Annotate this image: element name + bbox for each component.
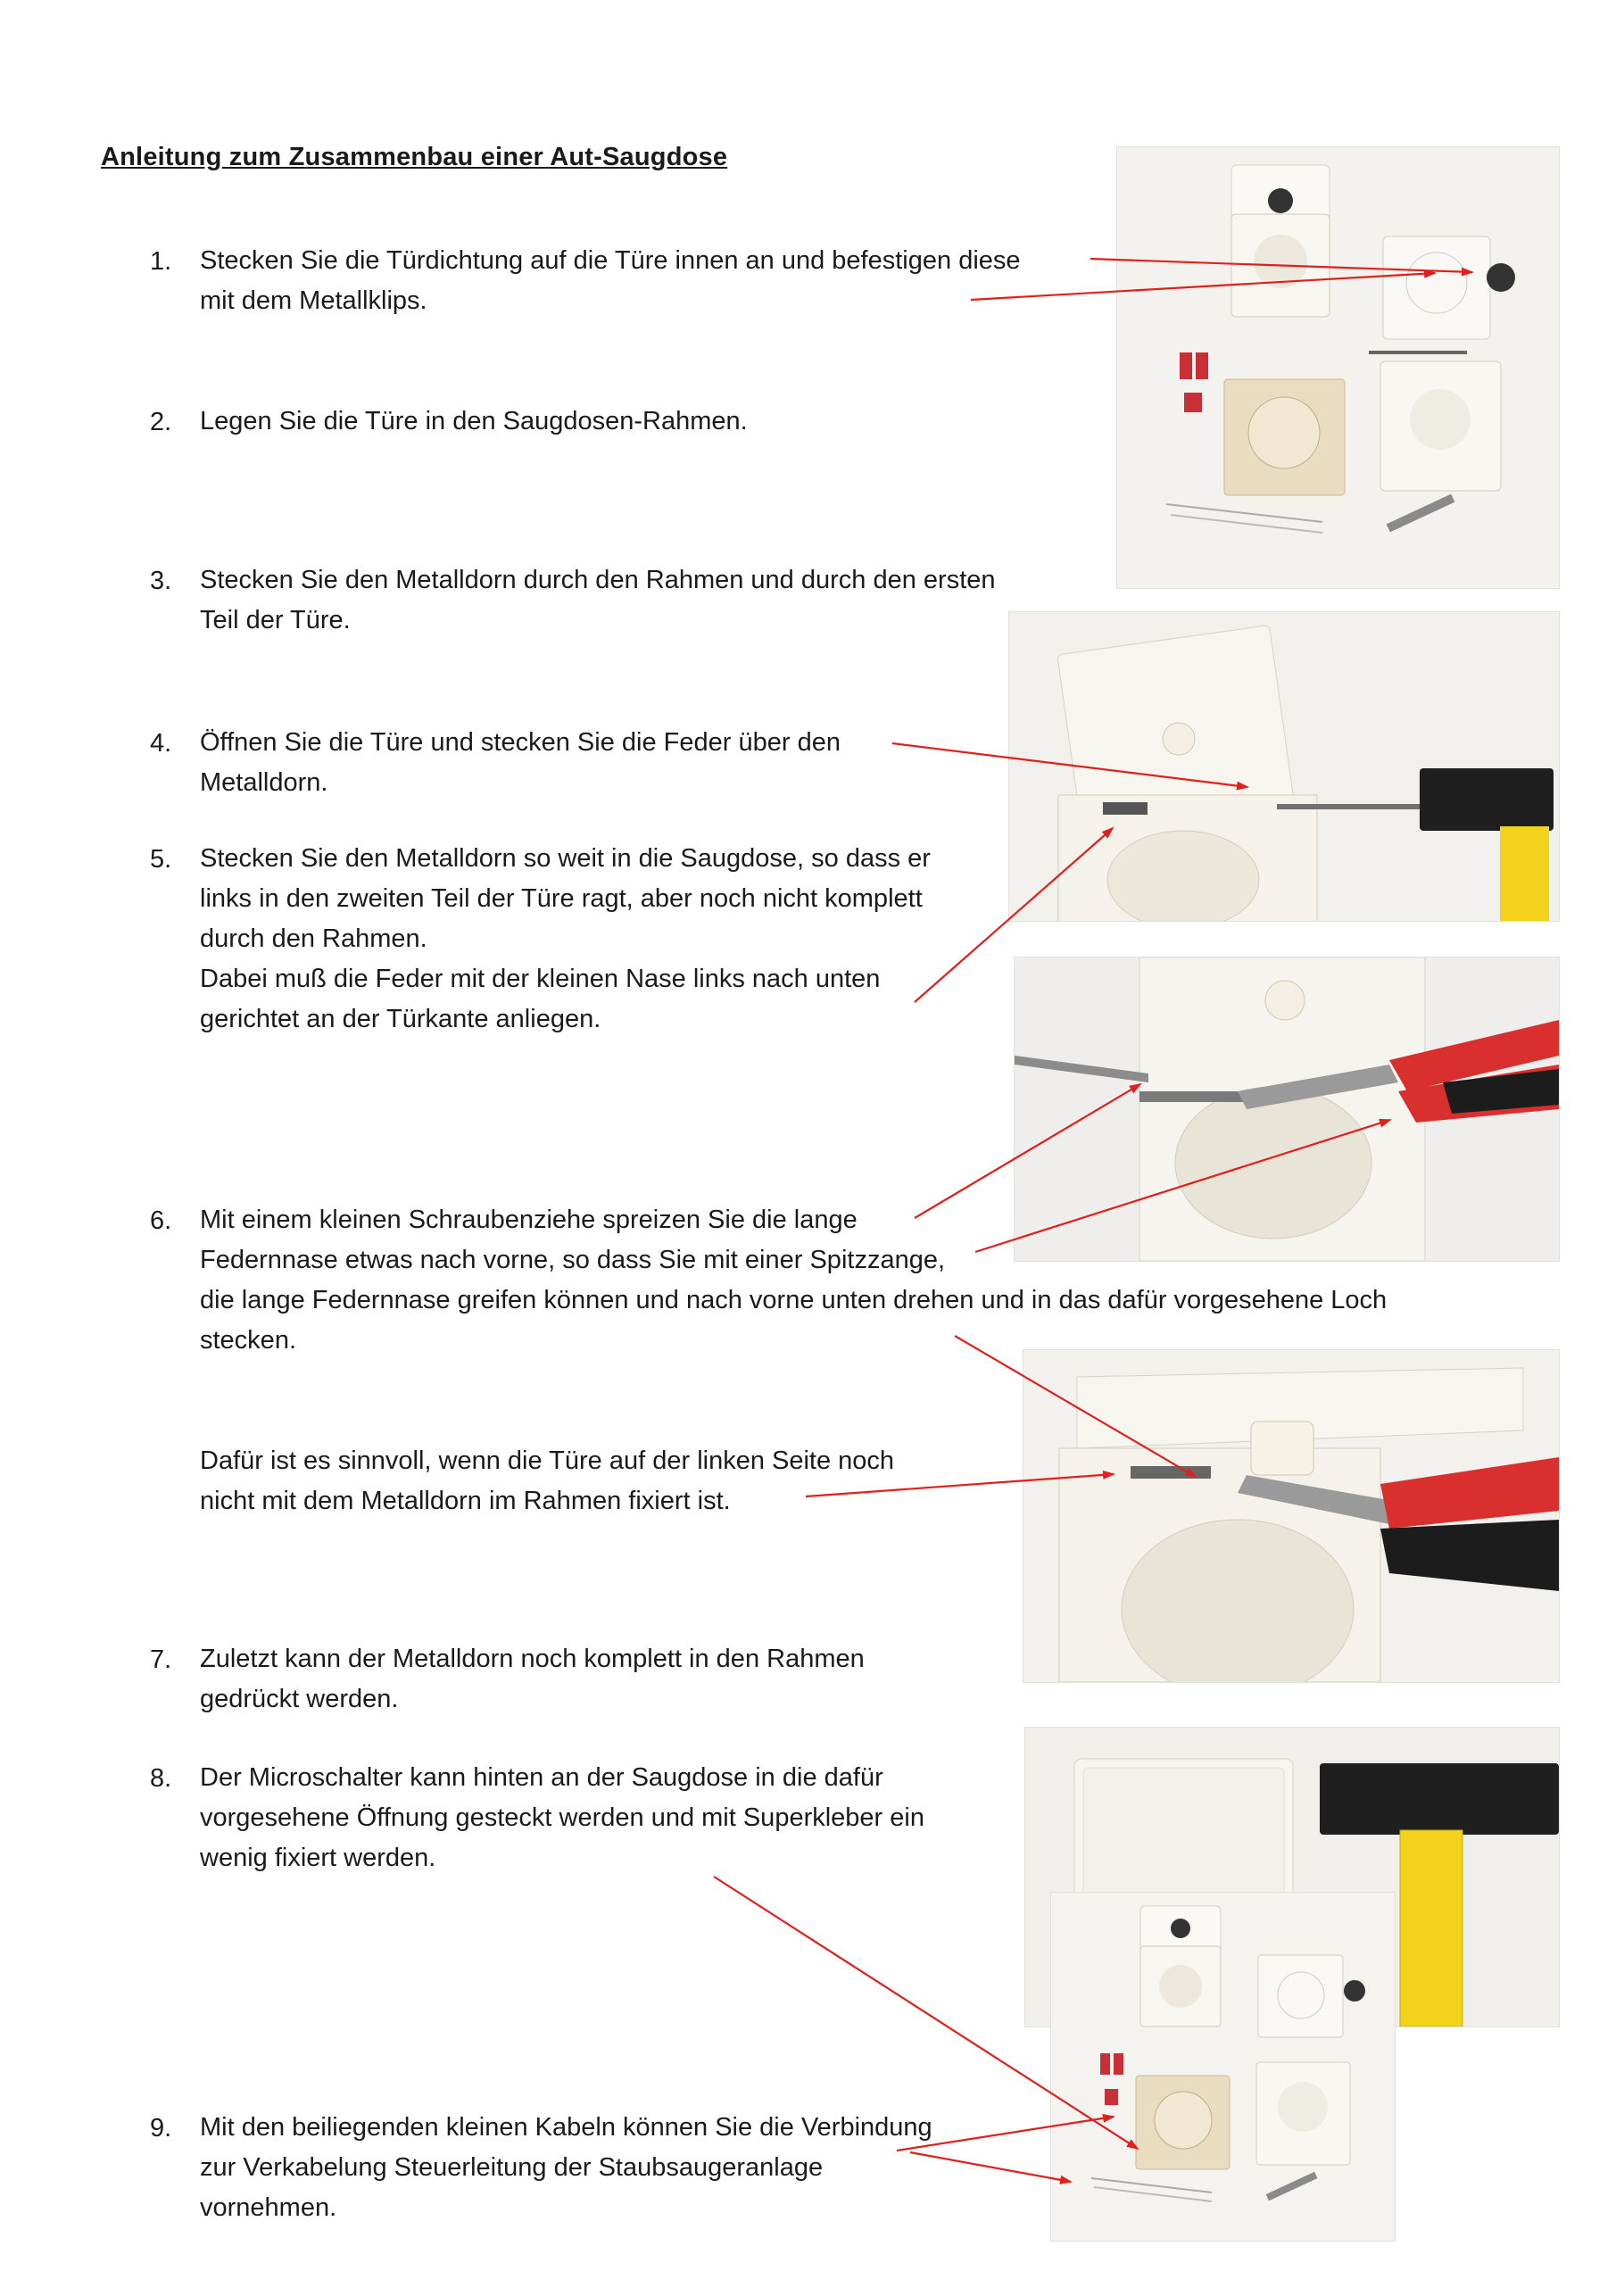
step-text-line: stecken. xyxy=(200,1326,296,1355)
step-number: 2. xyxy=(150,408,172,436)
step-text-line: Stecken Sie den Metalldorn durch den Rahmen und durch den ersten xyxy=(200,566,996,594)
step-text-line: Metalldorn. xyxy=(200,768,328,797)
step-text-line: die lange Federnnase greifen können und nach vorne unten drehen und in das dafür vorgesehene Loch xyxy=(200,1286,1388,1314)
step-number: 9. xyxy=(150,2114,172,2143)
step-text-line: Federnnase etwas nach vorne, so dass Sie mit einer Spitzzange, xyxy=(200,1246,946,1274)
step-number: 5. xyxy=(150,845,172,874)
step-number: 3. xyxy=(150,567,172,595)
step-number: 8. xyxy=(150,1764,172,1793)
page-title: Anleitung zum Zusammenbau einer Aut-Saugdose xyxy=(101,143,728,171)
step-text-line: Zuletzt kann der Metalldorn noch komplett in den Rahmen xyxy=(200,1645,865,1673)
step-text-line: mit dem Metallklips. xyxy=(200,286,427,315)
step-text-line: nicht mit dem Metalldorn im Rahmen fixiert ist. xyxy=(200,1487,731,1515)
photo-parts-overview xyxy=(1116,146,1560,589)
step-text-line: gedrückt werden. xyxy=(200,1685,399,1713)
step-text-line: Mit den beiliegenden kleinen Kabeln können Sie die Verbindung xyxy=(200,2113,932,2142)
photo-door-pliers-closeup xyxy=(1023,1349,1560,1683)
step-text-line: Stecken Sie den Metalldorn so weit in die Saugdose, so dass er xyxy=(200,844,931,873)
step-text-line: Teil der Türe. xyxy=(200,606,351,634)
step-text-line: Der Microschalter kann hinten an der Saugdose in die dafür xyxy=(200,1763,883,1792)
step-number: 1. xyxy=(150,247,172,276)
step-number: 4. xyxy=(150,729,172,758)
step-text-line: Dafür ist es sinnvoll, wenn die Türe auf der linken Seite noch xyxy=(200,1446,895,1475)
step-text-line: Stecken Sie die Türdichtung auf die Türe innen an und befestigen diese xyxy=(200,246,1021,275)
step-text-line: vorgesehene Öffnung gesteckt werden und mit Superkleber ein xyxy=(200,1803,924,1832)
step-text-line: links in den zweiten Teil der Türe ragt, aber noch nicht komplett xyxy=(200,884,923,913)
step-text-line: wenig fixiert werden. xyxy=(200,1844,436,1872)
step-text-line: durch den Rahmen. xyxy=(200,924,427,953)
photo-parts-overview-small xyxy=(1050,1892,1396,2242)
step-text-line: gerichtet an der Türkante anliegen. xyxy=(200,1005,601,1033)
step-text-line: Dabei muß die Feder mit der kleinen Nase links nach unten xyxy=(200,965,881,993)
photo-door-spring-hammer xyxy=(1008,611,1560,922)
step-text-line: Legen Sie die Türe in den Saugdosen-Rahmen. xyxy=(200,407,748,435)
step-text-line: vornehmen. xyxy=(200,2193,337,2222)
arrow-step9 xyxy=(910,2152,1071,2182)
step-text-line: Öffnen Sie die Türe und stecken Sie die Feder über den xyxy=(200,728,841,757)
step-number: 6. xyxy=(150,1206,172,1235)
step-text-line: Mit einem kleinen Schraubenziehe spreizen Sie die lange xyxy=(200,1206,858,1234)
photo-pliers-spring xyxy=(1014,957,1560,1262)
step-text-line: zur Verkabelung Steuerleitung der Staubsaugeranlage xyxy=(200,2153,824,2182)
step-number: 7. xyxy=(150,1645,172,1674)
